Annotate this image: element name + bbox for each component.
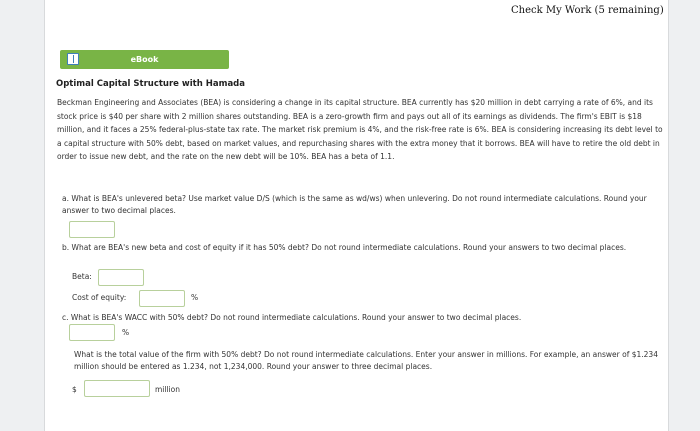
check-my-work-link[interactable]: Check My Work (5 remaining) (511, 5, 664, 16)
question-firm-value: What is the total value of the firm with 50% debt? Do not round intermediate calculations. Enter your answer in millions. For example, an answer of $1.234 million should be entered as 1.234, not 1,234,000. Round your answer to three decimal places. (74, 350, 658, 371)
cost-of-equity-input[interactable] (139, 290, 185, 307)
firm-value-input[interactable] (84, 380, 150, 397)
problem-paragraph: Beckman Engineering and Associates (BEA) is considering a change in its capital structure. BEA currently has $20 million in debt carrying a rate of 6%, and its stock price is $40 per share with 2 million shares outstanding. BEA is a zero-growth firm and pays out all of its earnings as dividends. The firm's EBIT is $18 million, and it faces a 25% federal-plus-state tax rate. The market risk premium is 4%, and the risk-free rate is 6%. BEA is considering increasing its debt level to a capital structure with 50% debt, based on market values, and repurchasing shares with the extra money that it borrows. BEA will have to retire the old debt in order to issue new debt, and the rate on the new debt will be 10%. BEA has a beta of 1.1. (57, 98, 663, 161)
book-icon (67, 53, 79, 65)
dollar-sign: $ (72, 385, 77, 394)
ebook-label: eBook (130, 55, 159, 64)
question-c: c. What is BEA's WACC with 50% debt? Do not round intermediate calculations. Round your answer to two decimal places. (62, 313, 522, 322)
cost-of-equity-label: Cost of equity: (72, 293, 127, 302)
ebook-button[interactable] (60, 50, 229, 69)
beta-label: Beta: (72, 272, 92, 281)
question-b: b. What are BEA's new beta and cost of equity if it has 50% debt? Do not round intermediate calculations. Round your answers to two decimal places. (62, 243, 627, 252)
new-beta-input[interactable] (98, 269, 144, 286)
unlevered-beta-input[interactable] (69, 221, 115, 238)
cost-of-equity-percent: % (191, 293, 199, 302)
wacc-input[interactable] (69, 324, 115, 341)
question-a: a. What is BEA's unlevered beta? Use market value D/S (which is the same as wd/ws) when unlevering. Do not round intermediate calculations. Round your answer to two decimal places. (62, 194, 647, 215)
wacc-percent: % (122, 328, 130, 337)
million-unit: million (155, 385, 180, 394)
problem-title: Optimal Capital Structure with Hamada (56, 79, 245, 89)
